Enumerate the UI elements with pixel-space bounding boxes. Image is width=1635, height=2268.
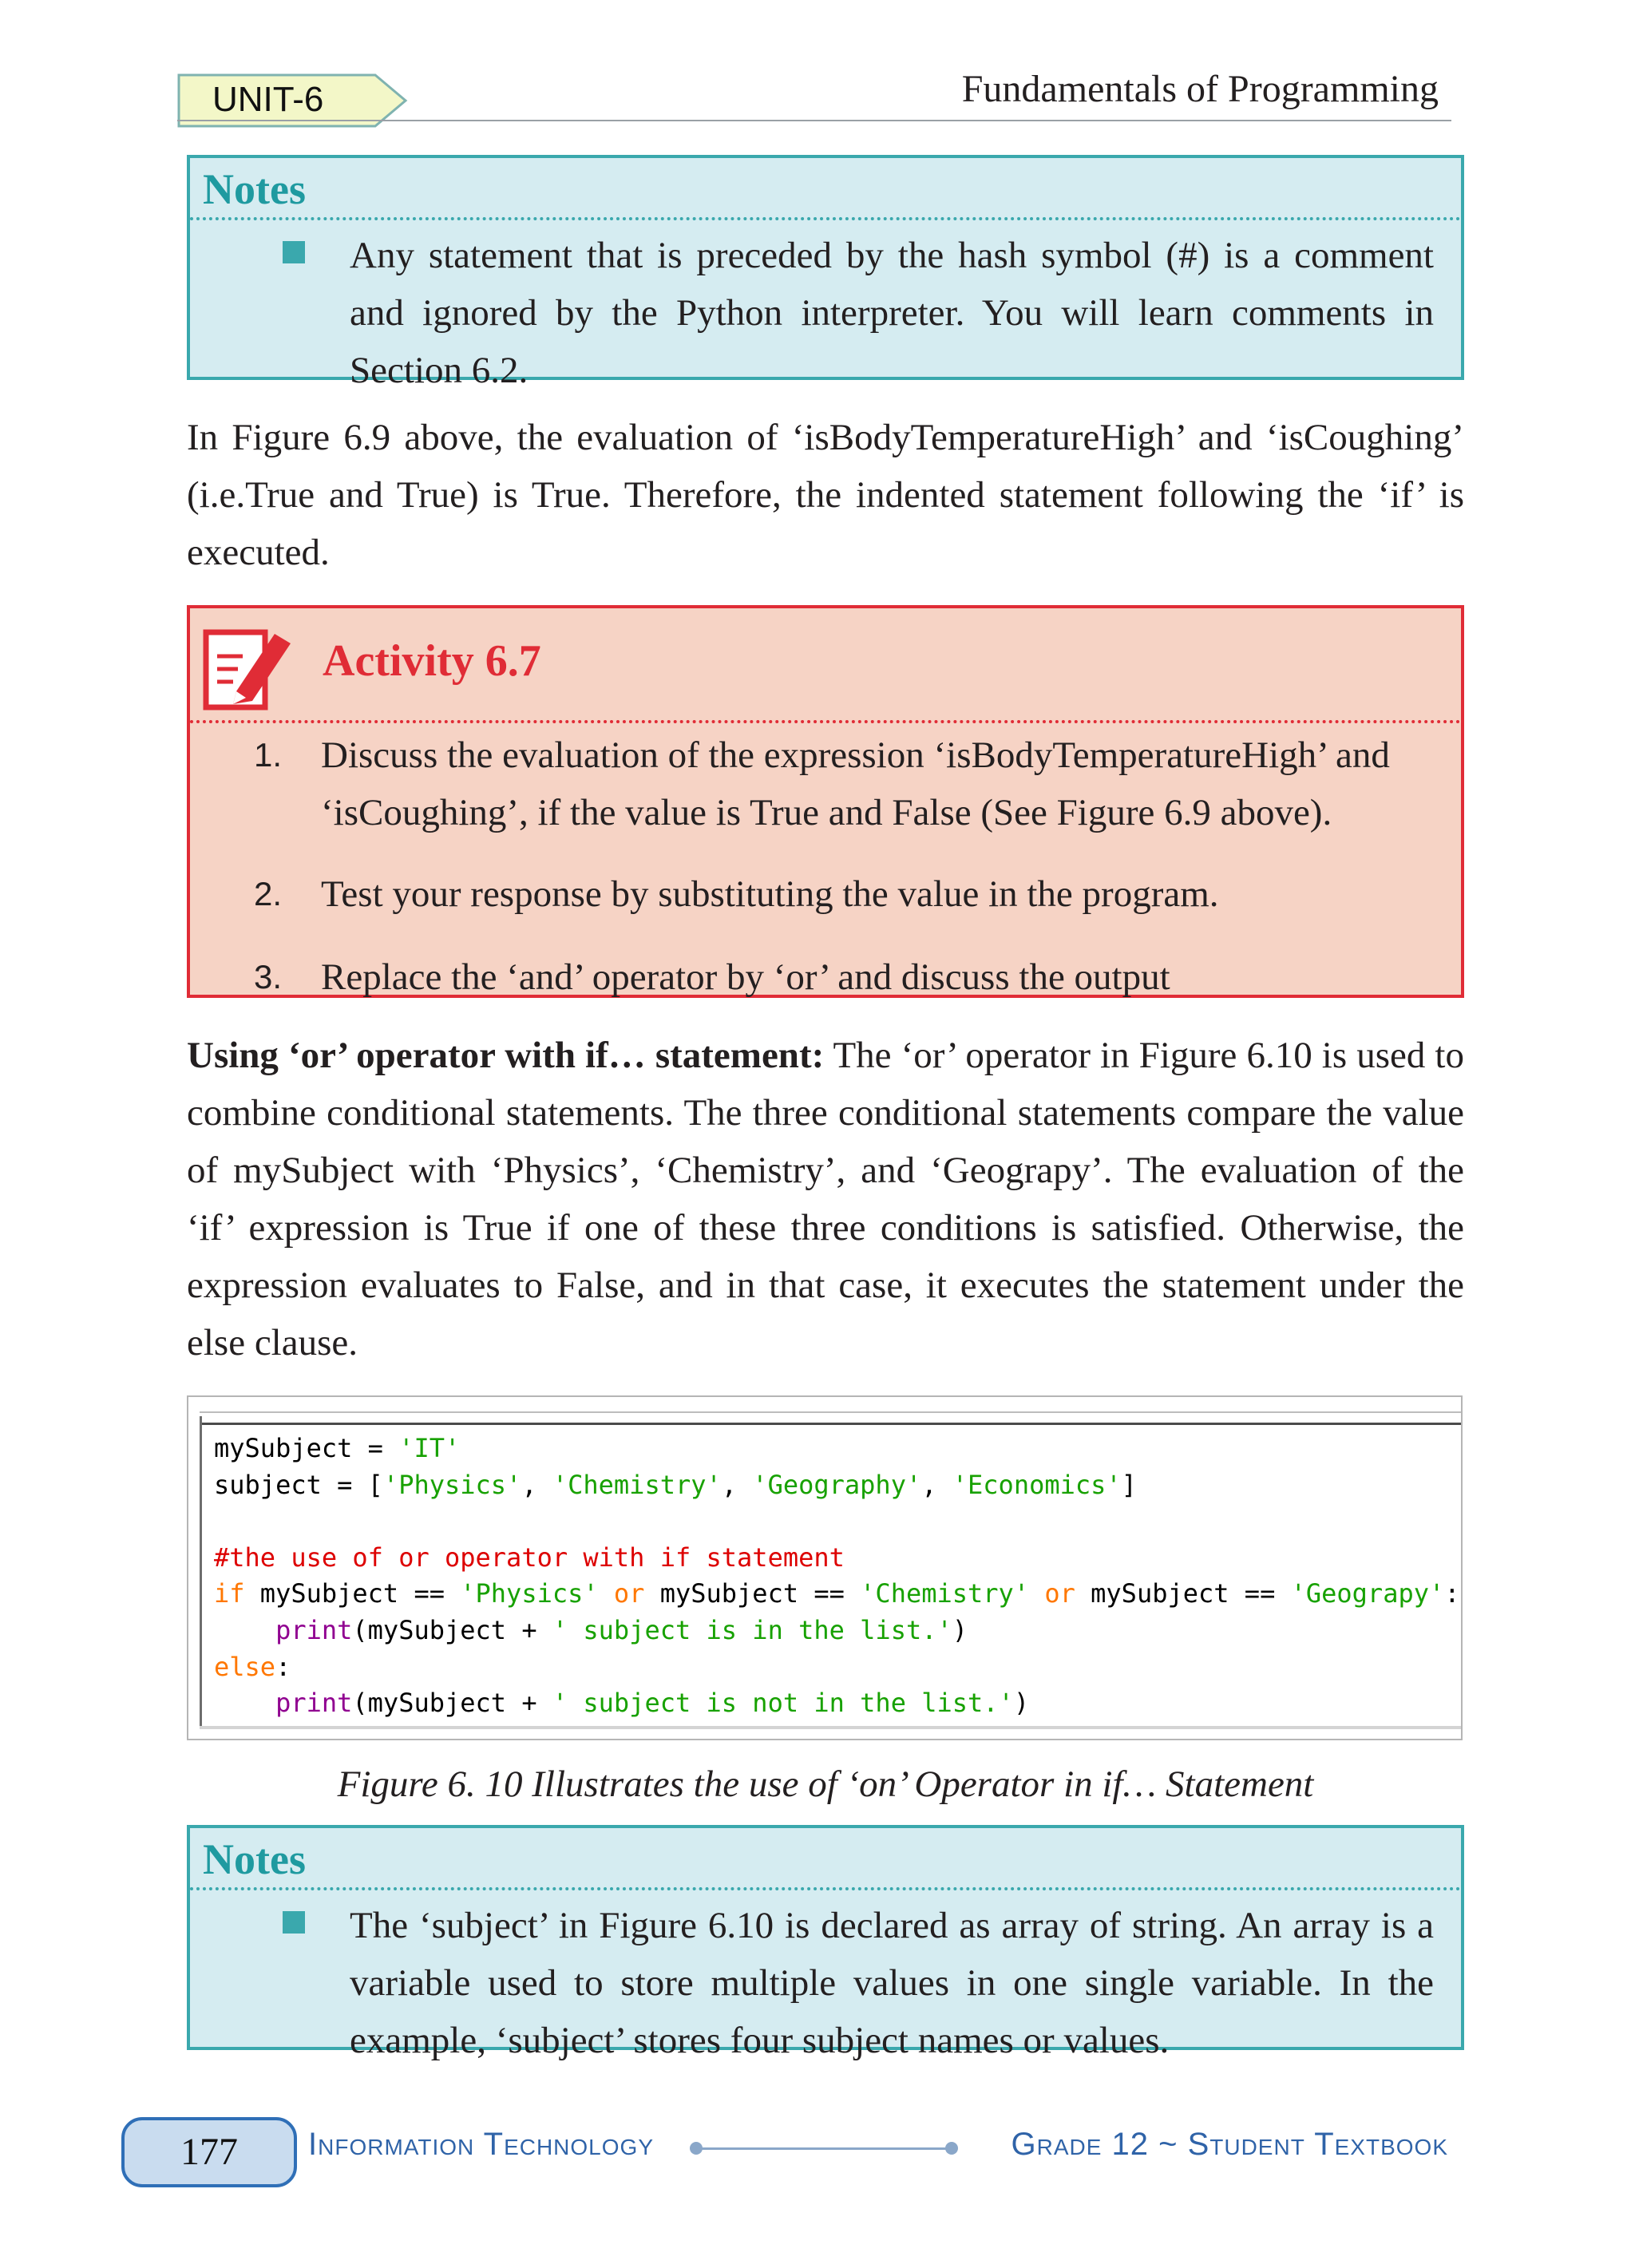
code-token: mySubject == [244, 1578, 461, 1609]
notes-text: The ‘subject’ in Figure 6.10 is declared as array of string. An array is a variable used to store multiple values in one single variable. In the example, ‘subject’ stores four subject names or values. [350, 1905, 1434, 2061]
code-token: #the use of or operator with if statement [214, 1542, 845, 1573]
activity-title: Activity 6.7 [323, 636, 541, 686]
code-line [214, 1613, 1460, 1649]
notes-title: Notes [203, 165, 306, 213]
code-token: 'Chemistry' [860, 1578, 1030, 1609]
footer-subject: Information Technology [308, 2127, 654, 2162]
code-token: else [214, 1651, 276, 1682]
activity-box [187, 605, 1464, 998]
code-token: ] [1121, 1469, 1137, 1500]
unit-label: UNIT-6 [212, 80, 324, 119]
code-token: print [275, 1614, 353, 1645]
code-token: 'IT' [398, 1433, 461, 1463]
activity-item-number: 3. [254, 958, 283, 995]
code-token: ) [952, 1614, 968, 1645]
code-token: 'Geograpy' [1290, 1578, 1445, 1609]
editor-left-border [200, 1416, 202, 1726]
notes-title: Notes [203, 1835, 306, 1883]
footer-dot-icon [945, 2142, 958, 2155]
code-line [214, 1467, 1460, 1504]
code-token: : [1444, 1578, 1460, 1609]
notes-item [190, 1890, 1461, 2069]
page-number: 177 [121, 2117, 297, 2187]
code-line [214, 1649, 1460, 1686]
code-token: ' subject is not in the list.' [552, 1688, 1014, 1719]
code-token: 'Geography' [752, 1469, 922, 1500]
code-line [214, 1540, 1460, 1577]
code-token: (mySubject + [352, 1614, 552, 1645]
code-token [1029, 1578, 1044, 1609]
header-rule [177, 120, 1451, 121]
activity-item-text: Replace the ‘and’ operator by ‘or’ and discuss the output [321, 956, 1170, 998]
activity-item [254, 948, 1419, 1006]
activity-item-number: 1. [254, 736, 283, 774]
code-token: , [721, 1469, 753, 1500]
paragraph-text: The ‘or’ operator in Figure 6.10 is used to combine conditional statements. The three conditional statements compare the value of mySubject with ‘Physics’, ‘Chemistry’, and ‘Geograpy’. The evaluation of the ‘if’ expression is True if one of these three conditions is satisfied. Otherwise, the expression evaluates to False, and in that case, it executes the statement under the else clause. [187, 1035, 1464, 1364]
code-line [214, 1576, 1460, 1613]
code-token: mySubject == [1075, 1578, 1291, 1609]
notes-box-1 [187, 155, 1464, 391]
code-token: ) [1013, 1688, 1030, 1719]
code-block [214, 1431, 1460, 1722]
code-token: : [275, 1651, 291, 1682]
code-token: (mySubject + [352, 1688, 552, 1719]
code-token: , [921, 1469, 952, 1500]
dotted-divider [190, 720, 1461, 723]
code-token: ' subject is in the list.' [552, 1614, 952, 1645]
code-token: subject = [ [214, 1469, 383, 1500]
notes-box-2 [187, 1825, 1464, 2061]
code-token: 'Physics' [460, 1578, 599, 1609]
notes-item [190, 220, 1461, 399]
editor-scrollbar [200, 1726, 1461, 1729]
body-paragraph-2 [187, 1027, 1464, 1371]
code-token: 'Economics' [952, 1469, 1122, 1500]
paragraph-lead: Using ‘or’ operator with if… statement: [187, 1035, 825, 1076]
code-token [214, 1615, 275, 1645]
code-token: , [521, 1469, 552, 1500]
code-token: 'Chemistry' [552, 1469, 722, 1500]
code-figure [187, 1395, 1463, 1740]
code-token: 'Physics' [382, 1469, 522, 1500]
code-token: if [214, 1578, 245, 1609]
figure-caption: Figure 6. 10 Illustrates the use of ‘on’ Operator in if… Statement [337, 1763, 1314, 1805]
code-line [214, 1503, 1460, 1540]
header-title: Fundamentals of Programming [961, 68, 1439, 110]
activity-item-text: Discuss the evaluation of the expression ‘isBodyTemperatureHigh’ and ‘isCoughing’, if the value is True and False (See Figure 6.9 above). [321, 734, 1390, 833]
activity-item [254, 865, 1419, 923]
code-token: mySubject == [644, 1578, 861, 1609]
notes-text: Any statement that is preceded by the hash symbol (#) is a comment and ignored by the Python interpreter. You will learn comments in Section 6.2. [350, 235, 1434, 391]
code-token: mySubject = [214, 1433, 399, 1463]
code-token: or [1044, 1578, 1075, 1609]
code-line [214, 1685, 1460, 1722]
editor-top-border [200, 1423, 1461, 1425]
square-bullet-icon [283, 1911, 305, 1934]
activity-item-number: 2. [254, 875, 283, 912]
activity-item-text: Test your response by substituting the value in the program. [321, 873, 1219, 915]
activity-item [254, 726, 1419, 841]
footer-grade: Grade 12 ~ Student Textbook [1011, 2127, 1448, 2162]
code-token: print [275, 1688, 353, 1719]
body-paragraph-1: In Figure 6.9 above, the evaluation of ‘isBodyTemperatureHigh’ and ‘isCoughing’ (i.e.True and True) is True. Therefore, the indented statement following the ‘if’ is executed. [187, 417, 1464, 573]
code-token: or [613, 1578, 645, 1609]
code-line [214, 1431, 1460, 1467]
code-token [214, 1688, 275, 1718]
square-bullet-icon [283, 241, 305, 263]
activity-pencil-icon [201, 621, 295, 715]
footer-line [696, 2147, 952, 2150]
code-token [599, 1578, 614, 1609]
